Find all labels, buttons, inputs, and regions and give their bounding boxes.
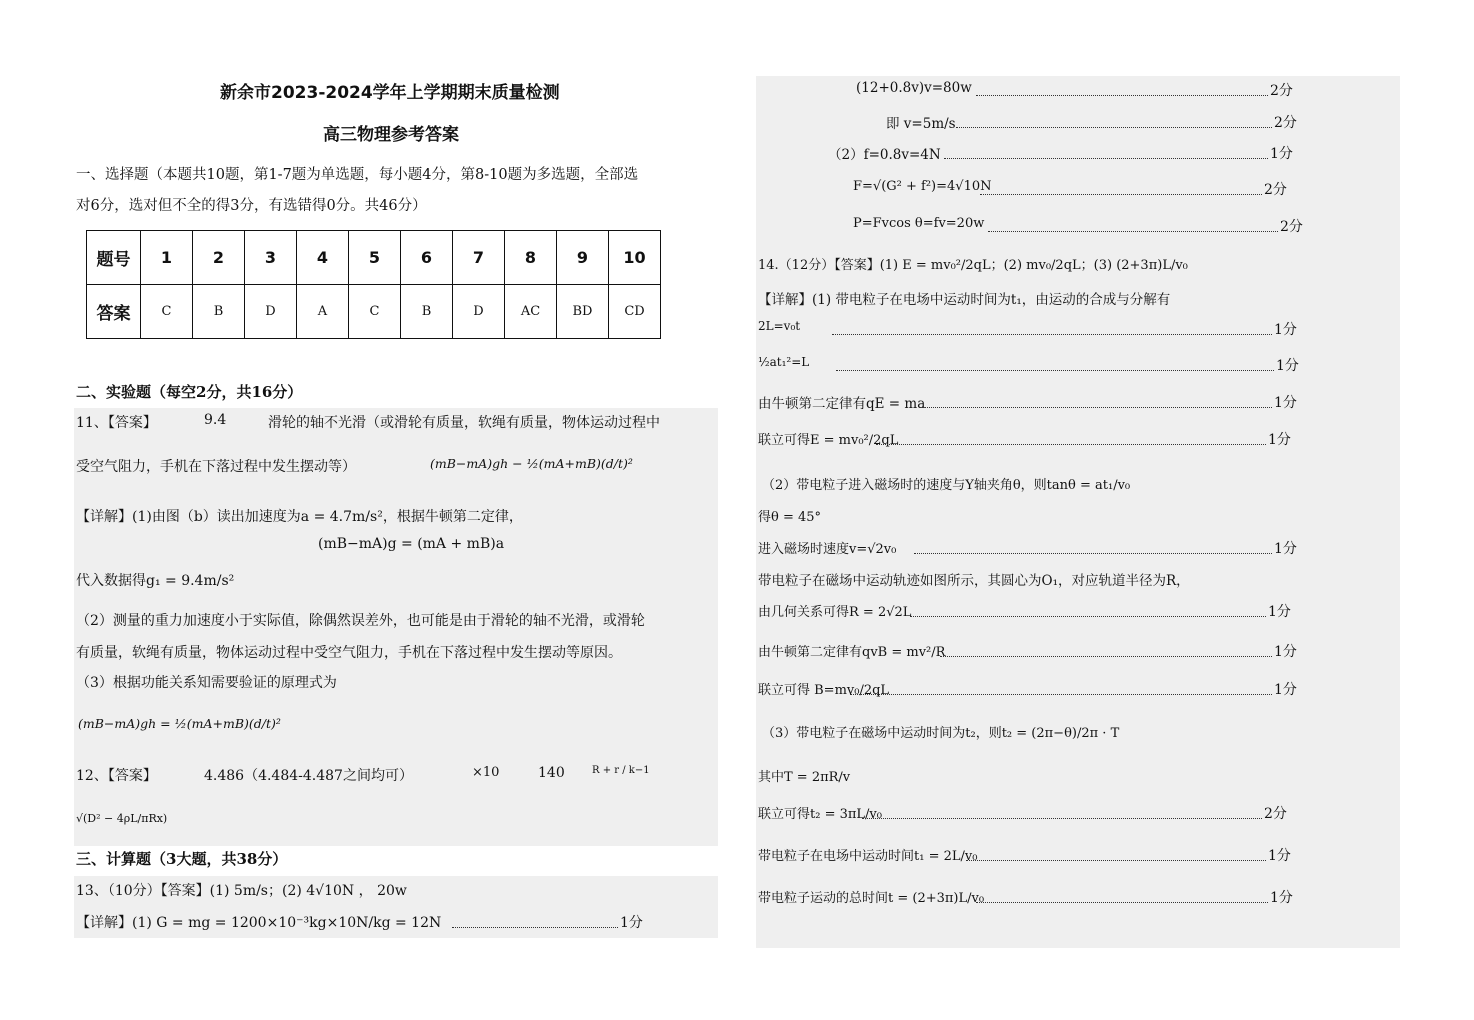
table-cell: 2 — [193, 231, 245, 285]
q11-detail-2-line2: 有质量，软绳有质量，物体运动过程中受空气阻力，手机在下落过程中发生摆动等原因。 — [76, 645, 622, 661]
q14-step-10-score: 1分 — [1268, 848, 1291, 864]
q14-detail-3: （3）带电粒子在磁场中运动时间为t₂，则t₂ = (2π−θ)/2π · T — [762, 726, 1120, 741]
q14-step-8: 联立可得 B=mv₀/2qL — [758, 683, 890, 698]
table-cell: A — [297, 285, 349, 339]
q12-answer-4: R + r / k−1 — [592, 765, 650, 776]
table-cell: AC — [505, 285, 557, 339]
q11-answer-line2: 受空气阻力，手机在下落过程中发生摆动等） — [76, 459, 356, 475]
q12-answer-2: ×10 — [472, 765, 500, 780]
table-cell: 6 — [401, 231, 453, 285]
q14-step-1: 2L=v₀t — [758, 319, 801, 333]
q14-step-5-score: 1分 — [1274, 541, 1297, 557]
q12-answer-1: 4.486（4.484-4.487之间均可） — [204, 768, 413, 784]
table-cell: C — [349, 285, 401, 339]
q14-step-1-score: 1分 — [1274, 322, 1297, 338]
q11-equation: (mB−mA)g = (mA + mB)a — [318, 536, 505, 552]
q14-step-2-score: 1分 — [1276, 358, 1299, 374]
page-subtitle: 高三物理参考答案 — [323, 125, 459, 145]
q13-line-1: (12+0.8v)v=80w — [856, 80, 972, 96]
q14-step-5: 进入磁场时速度v=√2v₀ — [758, 542, 897, 557]
dotted-leader — [940, 656, 1272, 657]
q14-step-3-score: 1分 — [1274, 395, 1297, 411]
q13-answer: 13、（10分）【答案】(1) 5m/s；(2) 4√10N ， 20w — [76, 883, 407, 899]
q11-detail-1: 【详解】(1)由图（b）读出加速度为a = 4.7m/s²，根据牛顿第二定律， — [76, 509, 523, 525]
q13-line-2-score: 2分 — [1274, 115, 1297, 131]
q11-answer-label: 11、【答案】 — [76, 415, 157, 431]
q14-step-8-score: 1分 — [1274, 682, 1297, 698]
table-cell: 5 — [349, 231, 401, 285]
q14-step-7: 由牛顿第二定律有qvB = mv²/R — [758, 645, 946, 660]
q14-answer: 14.（12分）【答案】(1) E = mv₀²/2qL；(2) mv₀/2qL；(3) (2+3π)L/v₀ — [758, 258, 1188, 273]
dotted-leader — [922, 407, 1272, 408]
table-cell: BD — [557, 285, 609, 339]
table-row-numbers — [87, 231, 661, 285]
answer-table — [86, 230, 661, 339]
q13-line-5: P=Fvcos θ=fv=20w — [853, 216, 985, 231]
q11-detail-2-line1: （2）测量的重力加速度小于实际值，除偶然误差外，也可能是由于滑轮的轴不光滑，或滑轮 — [76, 613, 645, 629]
dotted-leader — [976, 902, 1268, 903]
q13-line-5-score: 2分 — [1280, 219, 1303, 235]
q11-detail-3: （3）根据功能关系知需要验证的原理式为 — [76, 675, 337, 691]
section1-heading-line1: 一、选择题（本题共10题，第1-7题为单选题，每小题4分，第8-10题为多选题，全部选 — [76, 167, 639, 183]
page-title: 新余市2023-2024学年上学期期末质量检测 — [220, 83, 560, 103]
q13-line-3: （2）f=0.8v=4N — [828, 147, 941, 163]
q14-circle-note: 带电粒子在磁场中运动轨迹如图所示，其圆心为O₁，对应轨道半径为R， — [758, 573, 1190, 589]
table-cell: CD — [609, 285, 661, 339]
table-cell: 8 — [505, 231, 557, 285]
dotted-leader — [976, 95, 1268, 96]
table-cell: C — [141, 285, 193, 339]
q14-step-4: 联立可得E = mv₀²/2qL — [758, 433, 899, 448]
table-cell: 1 — [141, 231, 193, 285]
q13-line-2: 即 v=5m/s — [886, 116, 956, 132]
q14-step-9: 联立可得t₂ = 3πL/v₀ — [758, 807, 882, 822]
q14-step-4-score: 1分 — [1268, 432, 1291, 448]
dotted-leader — [836, 370, 1274, 371]
q14-detail-1: 【详解】(1) 带电粒子在电场中运动时间为t₁，由运动的合成与分解有 — [758, 292, 1171, 308]
q12-answer-5: √(D² − 4ρL/πRx) — [76, 812, 168, 825]
q12-answer-3: 140 — [538, 765, 565, 781]
dotted-leader — [966, 860, 1266, 861]
q11-answer-reason: 滑轮的轴不光滑（或滑轮有质量，软绳有质量，物体运动过程中 — [268, 415, 660, 431]
table-cell: 9 — [557, 231, 609, 285]
q13-line-3-score: 1分 — [1270, 146, 1293, 162]
table-cell: 7 — [453, 231, 505, 285]
q14-step-6-score: 1分 — [1268, 604, 1291, 620]
dotted-leader — [876, 444, 1266, 445]
q11-answer-value: 9.4 — [204, 412, 227, 428]
q11-formula: (mB−mA)gh − ½(mA+mB)(d/t)² — [430, 456, 633, 471]
table-cell: 10 — [609, 231, 661, 285]
q11-substitution: 代入数据得g₁ = 9.4m/s² — [76, 573, 235, 589]
q13-line-1-score: 2分 — [1270, 83, 1293, 99]
q14-step-2: ½at₁²=L — [758, 355, 810, 369]
q11-principle-formula: (mB−mA)gh = ½(mA+mB)(d/t)² — [78, 716, 281, 731]
dotted-leader — [832, 334, 1272, 335]
q14-step-11-score: 1分 — [1270, 890, 1293, 906]
dotted-leader — [850, 694, 1272, 695]
q14-step-9-score: 2分 — [1264, 806, 1287, 822]
dotted-leader — [452, 927, 618, 928]
q14-step-11: 带电粒子运动的总时间t = (2+3π)L/v₀ — [758, 891, 985, 906]
q14-detail-2: （2）带电粒子进入磁场时的速度与Y轴夹角θ，则tanθ = at₁/v₀ — [762, 478, 1131, 493]
section2-heading: 二、实验题（每空2分，共16分） — [76, 383, 303, 401]
section3-heading: 三、计算题（3大题，共38分） — [76, 850, 288, 868]
q14-step-3: 由牛顿第二定律有qE = ma — [758, 396, 926, 412]
dotted-leader — [956, 127, 1272, 128]
row-label-answer: 答案 — [87, 285, 141, 339]
dotted-leader — [914, 553, 1272, 554]
table-cell: D — [453, 285, 505, 339]
dotted-leader — [988, 231, 1278, 232]
dotted-leader — [910, 616, 1266, 617]
table-row-answers — [87, 285, 661, 339]
row-label-number: 题号 — [87, 231, 141, 285]
q13-line-4: F=√(G² + f²)=4√10N — [853, 179, 992, 194]
q14-step-6: 由几何关系可得R = 2√2L — [758, 605, 912, 620]
section1-heading-line2: 对6分，选对但不全的得3分，有选错得0分。共46分） — [76, 198, 427, 214]
q14-period: 其中T = 2πR/v — [758, 770, 851, 785]
table-cell: 3 — [245, 231, 297, 285]
q13-detail: 【详解】(1) G = mg = 1200×10⁻³kg×10N/kg = 12N — [76, 915, 442, 931]
q14-step-7-score: 1分 — [1274, 644, 1297, 660]
table-cell: B — [193, 285, 245, 339]
q14-step-10: 带电粒子在电场中运动时间t₁ = 2L/v₀ — [758, 849, 978, 864]
dotted-leader — [862, 818, 1262, 819]
table-cell: B — [401, 285, 453, 339]
q13-line-4-score: 2分 — [1264, 182, 1287, 198]
q13-detail-score: 1分 — [620, 915, 643, 931]
dotted-leader — [980, 194, 1262, 195]
table-cell: D — [245, 285, 297, 339]
dotted-leader — [944, 158, 1268, 159]
q14-theta: 得θ = 45° — [758, 510, 822, 525]
table-cell: 4 — [297, 231, 349, 285]
q12-answer-label: 12、【答案】 — [76, 768, 157, 784]
